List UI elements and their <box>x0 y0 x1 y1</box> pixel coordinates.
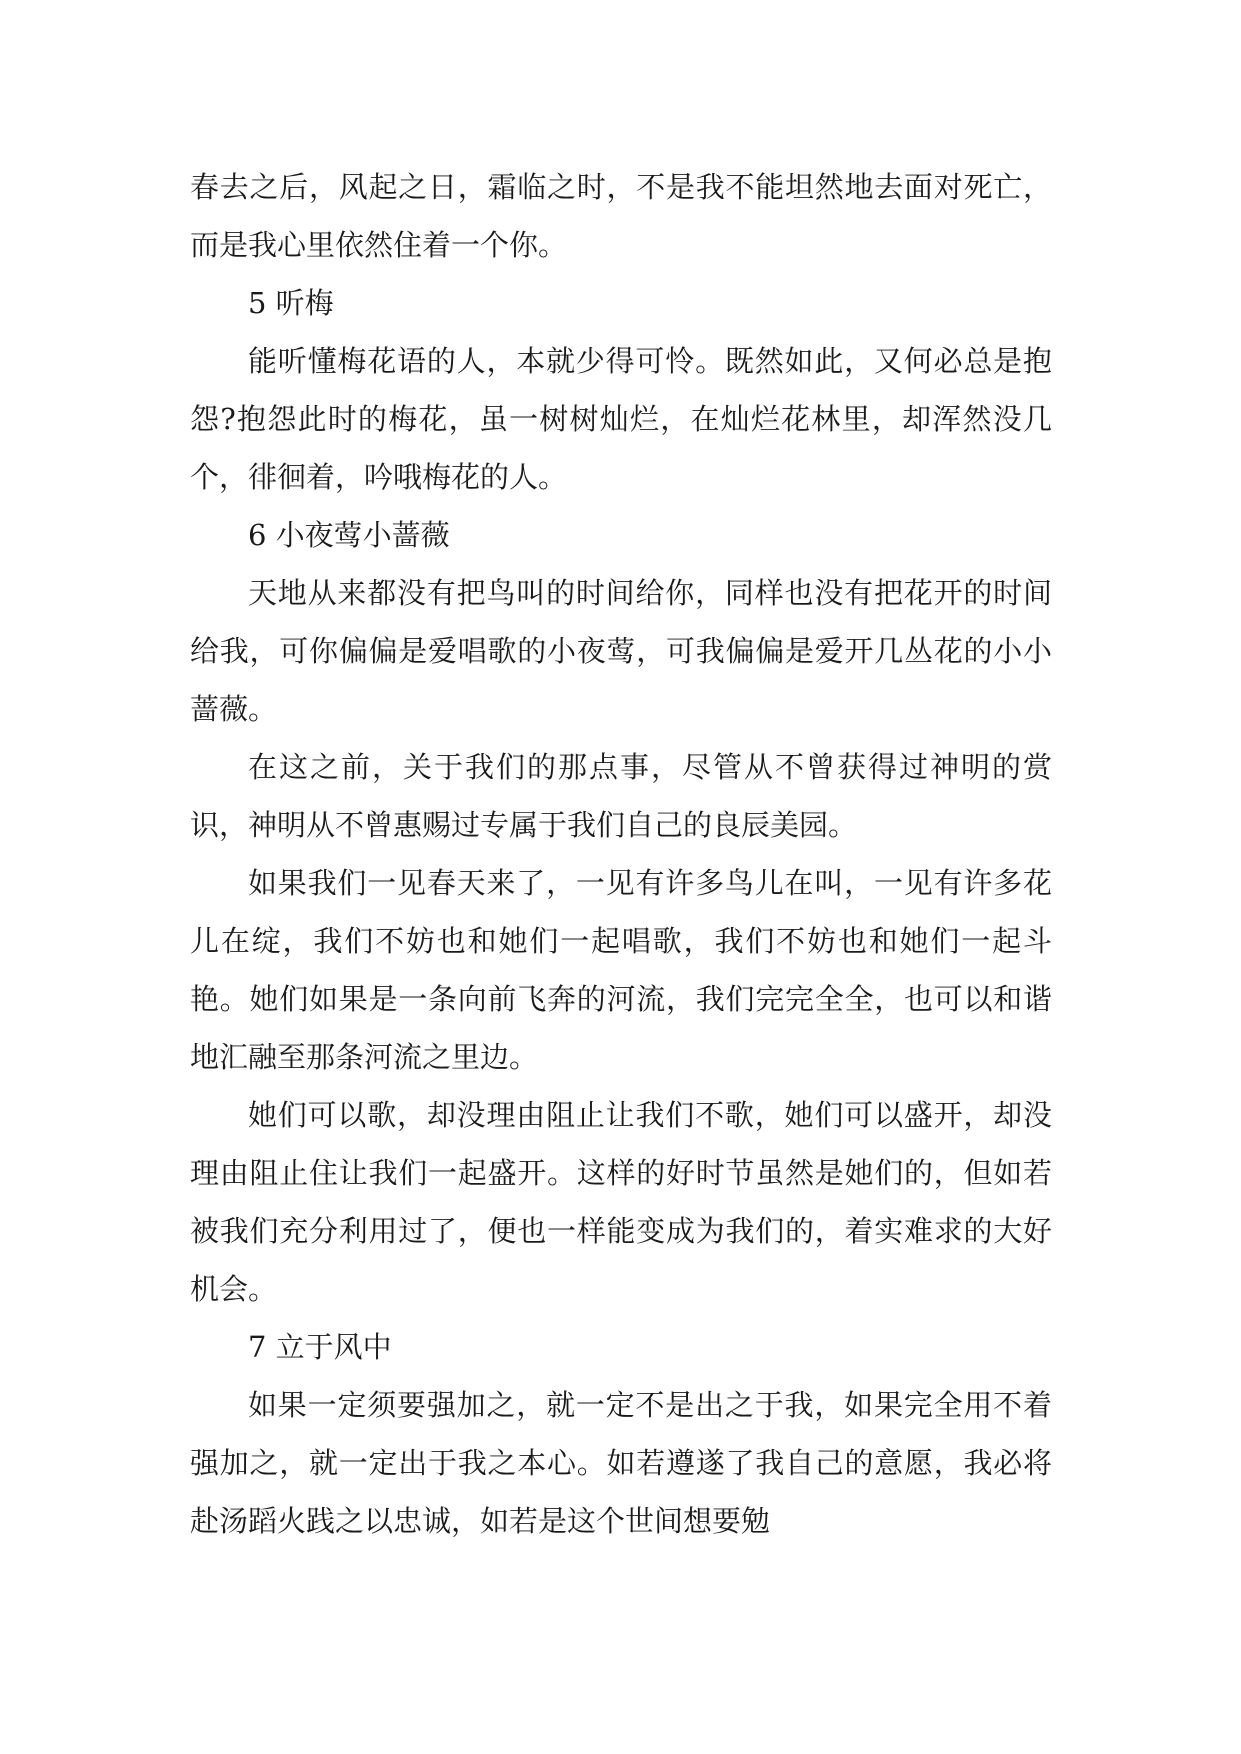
paragraph: 她们可以歌，却没理由阻止让我们不歌，她们可以盛开，却没理由阻止住让我们一起盛开。这样的好时节虽然是她们的，但如若被我们充分利用过了，便也一样能变成为我们的，着实难求的大好机会。 <box>190 1098 1052 1306</box>
section-heading: 7 立于风中 <box>248 1330 392 1364</box>
paragraph: 能听懂梅花语的人，本就少得可怜。既然如此，又何必总是抱怨?抱怨此时的梅花，虽一树树灿烂，在灿烂花林里，却浑然没几个，徘徊着，吟哦梅花的人。 <box>190 344 1052 494</box>
section-heading: 6 小夜莺小蔷薇 <box>248 518 450 552</box>
paragraph: 在这之前，关于我们的那点事，尽管从不曾获得过神明的赏识，神明从不曾惠赐过专属于我们自己的良辰美园。 <box>190 750 1052 842</box>
section-heading: 5 听梅 <box>248 286 334 320</box>
paragraph: 天地从来都没有把鸟叫的时间给你，同样也没有把花开的时间给我，可你偏偏是爱唱歌的小夜莺，可我偏偏是爱开几丛花的小小蔷薇。 <box>190 576 1052 726</box>
document-body <box>190 158 1052 1550</box>
paragraph: 如果一定须要强加之，就一定不是出之于我，如果完全用不着强加之，就一定出于我之本心。如若遵遂了我自己的意愿，我必将赴汤蹈火践之以忠诚，如若是这个世间想要勉 <box>190 1388 1052 1538</box>
paragraph: 春去之后，风起之日，霜临之时，不是我不能坦然地去面对死亡，而是我心里依然住着一个你。 <box>190 170 1052 262</box>
paragraph: 如果我们一见春天来了，一见有许多鸟儿在叫，一见有许多花儿在绽，我们不妨也和她们一起唱歌，我们不妨也和她们一起斗艳。她们如果是一条向前飞奔的河流，我们完完全全，也可以和谐地汇融至那条河流之里边。 <box>190 866 1052 1074</box>
